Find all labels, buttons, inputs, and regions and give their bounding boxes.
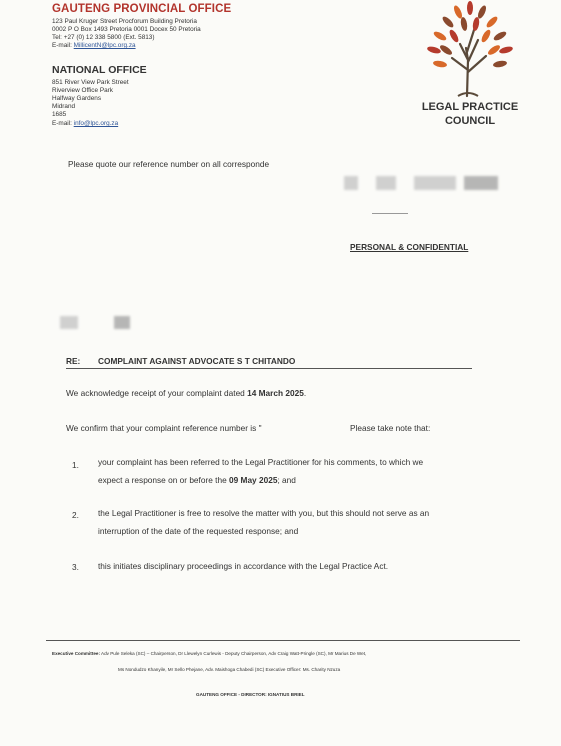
item-1-deadline: 09 May 2025 [229,475,278,485]
provincial-address-line: 123 Paul Kruger Street Procforum Building Pretoria [52,18,197,25]
provincial-email-label: E-mail: [52,42,72,49]
item-1-line2 [98,475,296,485]
executive-committee-line2: Ms Nondudzo Khanyile, Mr Sello Phejane, Adv. Maishoga Chabedi (SC) Executive Officer: Ms. Charity Nzuza [118,667,341,672]
committee-members: Adv Pule Seleka (SC) – Chairperson, Dr Llewelyn Curlewis - Deputy Chairperson, Adv Craig Watt-Pringle (SC), Mr Marius De Wet, [101,651,367,656]
item-number: 2. [72,510,79,520]
item-number: 1. [72,460,79,470]
provincial-office-title: GAUTENG PROVINCIAL OFFICE [52,3,232,15]
provincial-phone-line: Tel: +27 (0) 12 338 5800 (Ext. 5813) [52,34,155,41]
acknowledgement-sentence [66,388,306,398]
redacted-block [344,176,358,190]
national-email-link[interactable]: info@lpc.org.za [73,120,119,127]
provincial-email-link[interactable]: MillicentN@lpc.org.za [73,42,136,49]
redacted-block [376,176,396,190]
national-address-line: Midrand [52,103,76,110]
item-2-line2: interruption of the date of the requested response; and [98,526,299,536]
item-1-line2-prefix: expect a response on or before the [98,475,229,485]
national-address-line: 1685 [52,111,67,118]
national-address-line: 851 River View Park Street [52,79,129,86]
national-address-line: Halfway Gardens [52,95,102,102]
re-label: RE: [66,356,81,366]
national-address-line: Riverview Office Park [52,87,113,94]
ack-suffix: . [303,388,307,398]
confirm-prefix: We confirm that your complaint reference number is " [66,423,262,433]
redacted-block [464,176,498,190]
reference-note: Please quote our reference number on all corresponde [68,159,270,169]
national-email-line [52,120,118,128]
national-email-label: E-mail: [52,120,72,127]
faint-mark [372,213,408,214]
confirm-suffix: Please take note that: [350,423,431,433]
lpc-tree-logo-icon [420,0,520,98]
lpc-name-line1: LEGAL PRACTICE [421,101,519,113]
item-1-line1: your complaint has been referred to the Legal Practitioner for his comments, to which we [98,457,424,467]
item-1-line2-suffix: ; and [277,475,296,485]
subject-underline [66,368,472,369]
executive-committee-line1 [52,651,366,656]
redacted-block [114,316,130,329]
ack-date: 14 March 2025 [247,388,304,398]
redacted-block [60,316,78,329]
ack-prefix: We acknowledge receipt of your complaint dated [66,388,248,398]
item-2-line1: the Legal Practitioner is free to resolve the matter with you, but this should not serve as an [98,508,430,518]
provincial-address-line: 0002 P O Box 1493 Pretoria 0001 Docex 50 Pretoria [52,26,201,33]
provincial-email-line [52,42,136,50]
committee-label: Executive Committee: [52,651,100,656]
personal-confidential-label: PERSONAL & CONFIDENTIAL [350,242,469,252]
item-number: 3. [72,562,79,572]
footer-rule [46,640,520,641]
re-subject: COMPLAINT AGAINST ADVOCATE S T CHITANDO [98,356,296,366]
gauteng-office-director: GAUTENG OFFICE - DIRECTOR: IGNATIUS BRIEL [196,692,305,697]
lpc-name-line2: COUNCIL [444,115,496,127]
national-office-title: NATIONAL OFFICE [52,64,147,76]
item-3-line1: this initiates disciplinary proceedings in accordance with the Legal Practice Act. [98,561,389,571]
redacted-block [414,176,456,190]
